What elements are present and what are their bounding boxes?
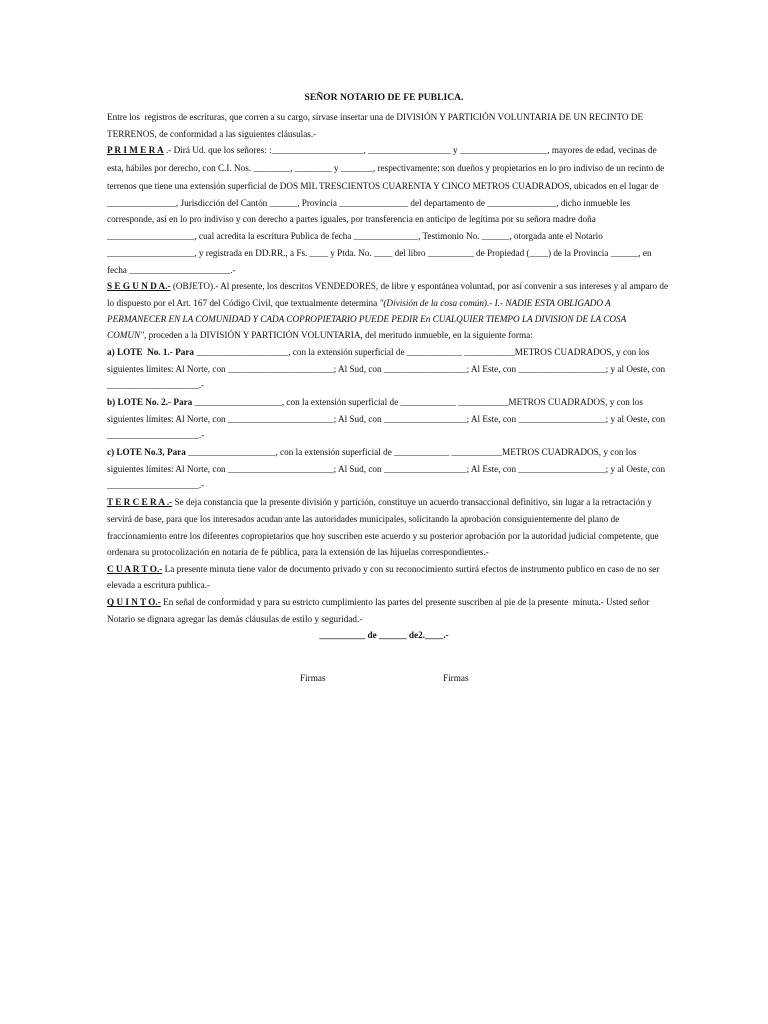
clause-quinto-heading: Q U I N T O.- <box>107 597 161 607</box>
clause-tercera-line-2: servirá de base, para que los interesados acudan ante las autoridades municipales, solicitando la aprobación consiguientemente del plano de <box>107 514 620 524</box>
clause-segunda-text-4: , proceden a la DIVISIÓN Y PARTICIÓN VOLUNTARIA, del meritudo inmueble, en la siguiente forma: <box>144 330 533 340</box>
clause-cuarto-line-2: elevada a escritura publica.- <box>107 580 211 590</box>
lote-b-line-2: siguientes límites: Al Norte, con _______________________; Al Sud, con __________________; Al Este, con ___________________; y al Oeste, con <box>107 414 666 424</box>
lote-a-text: ____________________, con la extensión superficial de ____________ ___________METROS CUADRADOS, y con los <box>194 347 650 357</box>
clause-segunda-quote: PERMANECER EN LA COMUNIDAD Y CADA COPROPIETARIO PUEDE PEDIR En CUALQUIER TIEMPO LA DIVISION DE LA COSA <box>107 314 627 324</box>
clause-primera-line-3: terrenos que tiene una extensión superficial de DOS MIL TRESCIENTOS CUARENTA Y CINCO METROS CUADRADOS, ubicados en el lugar de <box>107 181 659 191</box>
clause-segunda-text: (OBJETO).- Al presente, los descritos VENDEDORES, de libre y espontánea voluntad, por así convenir a sus intereses y al amparo de <box>170 281 669 291</box>
clause-cuarto-text: La presente minuta tiene valor de documento privado y con su reconocimiento surtirá efectos de instrumento publico en caso de no ser <box>162 564 660 574</box>
lote-c-line-1 <box>107 446 637 458</box>
clause-segunda-line-4 <box>107 329 533 341</box>
clause-quinto-text: En señal de conformidad y para su estricto cumplimiento las partes del presente suscriben al pie de la presente minuta.- Usted señor <box>160 597 650 607</box>
clause-primera-line-4: _______________, Jurisdicción del Cantón ______, Provincia _______________ del departamento de _______________, dicho inmueble les <box>107 198 631 208</box>
clause-tercera-line-3: fraccionamiento entre los diferentes copropietarios que hoy suscriben este acuerdo y su posterior aprobación por la autoridad judicial competente, que <box>107 531 659 541</box>
clause-tercera-heading: T E R C E R A .- <box>107 497 173 507</box>
lote-b-heading: b) LOTE No. 2.- Para <box>107 397 193 407</box>
lote-b-line-3: ____________________.- <box>107 430 205 440</box>
lote-a-heading: a) LOTE No. 1.- Para <box>107 347 195 357</box>
intro-line-2: TERRENOS, de conformidad a las siguientes cláusulas.- <box>107 129 317 139</box>
clause-primera-line-7: ___________________, y registrada en DD.RR., a Fs. ____ y Ptda. No. ____ del libro __________ de Propiedad (____) de la Provincia ______, en <box>107 248 652 258</box>
lote-c-heading: c) LOTE No.3, Para <box>107 447 186 457</box>
signature-label-right: Firmas <box>443 673 469 683</box>
signature-label-left: Firmas <box>300 673 326 683</box>
clause-segunda-line-1 <box>107 280 668 292</box>
lote-c-line-2: siguientes límites: Al Norte, con _______________________; Al Sud, con __________________; Al Este, con ___________________; y al Oeste, con <box>107 464 666 474</box>
lote-a-line-3: ____________________.- <box>107 380 205 390</box>
lote-b-text: ___________________, con la extensión superficial de ____________ ___________METROS CUADRADOS, y con los <box>192 397 643 407</box>
clause-segunda-text-2a: lo dispuesto por el Art. 167 del Código Civil, que textualmente determina <box>107 298 380 308</box>
lote-b-line-1 <box>107 396 643 408</box>
clause-primera-line-6: ___________________, cual acredita la escritura Publica de fecha ______________, Testimonio No. ______, otorgada ante el Notario <box>107 231 603 241</box>
clause-segunda-heading: S E G U N D A.- <box>107 281 171 291</box>
clause-segunda-quote-end: COMUN" <box>107 330 145 340</box>
clause-cuarto-line-1 <box>107 563 659 575</box>
clause-primera-line-1 <box>107 144 657 156</box>
intro-line-1: Entre los registros de escrituras, que corren a su cargo, sírvase insertar una de DIVISIÓN Y PARTICIÓN VOLUNTARIA DE UN RECINTO DE <box>107 112 644 122</box>
clause-segunda-quote-start: "(División de la cosa común).- I.- NADIE ESTA OBLIGADO A <box>379 298 611 308</box>
lote-a-line-2: siguientes límites: Al Norte, con _______________________; Al Sud, con __________________; Al Este, con ___________________; y al Oeste, con <box>107 364 666 374</box>
lote-c-text: ___________________, con la extensión superficial de ____________ ___________METROS CUADRADOS, y con los <box>185 447 637 457</box>
lote-c-line-3: ____________________.- <box>107 480 205 490</box>
clause-primera-text: .- Dirá Ud. que los señores: :____________________, __________________ y ___________________, mayores de edad, vecinas de <box>163 145 657 155</box>
clause-cuarto-heading: C U A R T O.- <box>107 564 163 574</box>
clause-segunda-line-2 <box>107 297 611 309</box>
clause-tercera-line-4: ordenara su protocolización en notaría de fe pública, para la extensión de las hijuelas correspondientes.- <box>107 547 489 557</box>
date-line: __________ de ______ de2.____.- <box>319 630 449 640</box>
clause-primera-line-8: fecha ______________________.- <box>107 265 236 275</box>
clause-quinto-line-2: Notario se dignara agregar las demás cláusulas de estilo y seguridad.- <box>107 614 363 624</box>
lote-a-line-1 <box>107 346 649 358</box>
clause-primera-line-5: corresponde, así en lo pro indiviso y con derecho a partes iguales, por transferencia en anticipo de legítima por su señora madre doña <box>107 214 596 224</box>
clause-quinto-line-1 <box>107 596 650 608</box>
clause-primera-heading: P R I M E R A <box>107 145 164 155</box>
document-title: SEÑOR NOTARIO DE FE PUBLICA. <box>304 92 464 103</box>
clause-tercera-line-1 <box>107 496 652 508</box>
clause-primera-line-2: esta, hábiles por derecho, con C.I. Nos. ________, ________ y _______, respectivamente; son dueños y propietarios en lo pro indiviso de un recinto de <box>107 163 665 173</box>
clause-tercera-text: Se deja constancia que la presente división y partición, constituye un acuerdo transaccional definitivo, sin lugar a la retractación y <box>172 497 652 507</box>
